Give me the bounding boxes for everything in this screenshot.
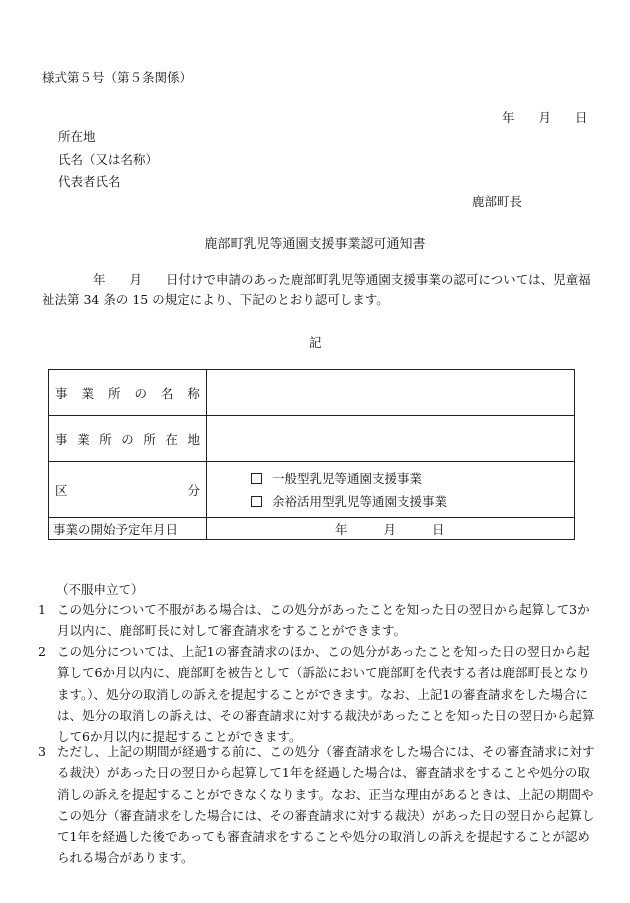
appeal-item-3: 3 ただし、上記の期間が経過する前に、この処分（審査請求をした場合には、その審査請求に対する裁決）があった日の翌日から起算して1年を経過した場合は、審査請求をすることや処分の取消しの訴えを提起することができなくなります。なお、正当な理由があるときは、上記の期間やこの処分（審査請求をした場合には、その審査請求に対する裁決）があった日の翌日から起算して1年を経過した後であっても審査請求をすることや処分の取消しの訴えを提起することが認められる場合があります。	[38, 744, 595, 866]
form-number: 様式第５号（第５条関係）	[42, 70, 193, 85]
table-row	[49, 518, 575, 540]
date-day: 日	[575, 110, 588, 125]
facility-address-label: 事 業 所 の 所 在 地	[49, 416, 207, 462]
facility-name-label: 事 業 所 の 名 称	[49, 370, 207, 416]
appeal-heading: （不服申立て）	[56, 582, 144, 597]
appeal-item-1: 1 この処分について不服がある場合は、この処分があったことを知った日の翌日から起算して3か月以内に、鹿部町長に対して審査請求をすることができます。	[38, 602, 590, 639]
category-options	[207, 462, 575, 518]
start-date-value: 年 月 日	[207, 518, 575, 540]
body-line1-text: 日付けで申請のあった鹿部町乳児等通園支援事業の認可については、児童福	[166, 272, 591, 287]
body-month: 月	[129, 272, 143, 287]
body-paragraph	[42, 270, 591, 309]
table-row	[49, 416, 575, 462]
checkbox-general[interactable]	[251, 473, 262, 484]
document-title: 鹿部町乳児等通園支援事業認可通知書	[204, 237, 426, 252]
representative-label: 代表者氏名	[58, 174, 121, 189]
facility-address-value[interactable]	[207, 416, 575, 462]
permit-table	[48, 369, 575, 540]
body-year: 年	[93, 272, 106, 287]
category-label: 区 分	[49, 462, 207, 518]
table-row	[49, 370, 575, 416]
appeal-item-2: 2 この処分については、上記1の審査請求のほか、この処分があったことを知った日の翌日から起算して6か月以内に、鹿部町を被告として（訴訟において鹿部町を代表する者は鹿部町長となります。）、処分の取消しの訴えを提起することができます。なお、上記1の審査請求をした場合には、処分の取消しの訴えは、その審査請求に対する裁決があったことを知った日の翌日から起算して6か月以内に提起することができます。	[38, 644, 595, 745]
ki-mark: 記	[309, 335, 322, 350]
table-row	[49, 462, 575, 518]
issuer: 鹿部町長	[472, 194, 523, 209]
option-surplus[interactable]: 余裕活用型乳児等通園支援事業	[207, 490, 574, 513]
date-line	[502, 108, 588, 126]
body-line2: 祉法第 34 条の 15 の規定により、下記のとおり認可します。	[42, 291, 389, 307]
address-label: 所在地	[58, 129, 96, 144]
option-general[interactable]: 一般型乳児等通園支援事業	[207, 467, 574, 490]
checkbox-surplus[interactable]	[251, 496, 262, 507]
facility-name-value[interactable]	[207, 370, 575, 416]
start-date-label: 事業の開始予定年月日	[49, 518, 207, 540]
name-label: 氏名（又は名称）	[58, 152, 159, 167]
date-month: 月	[538, 110, 552, 125]
date-year: 年	[502, 110, 515, 125]
